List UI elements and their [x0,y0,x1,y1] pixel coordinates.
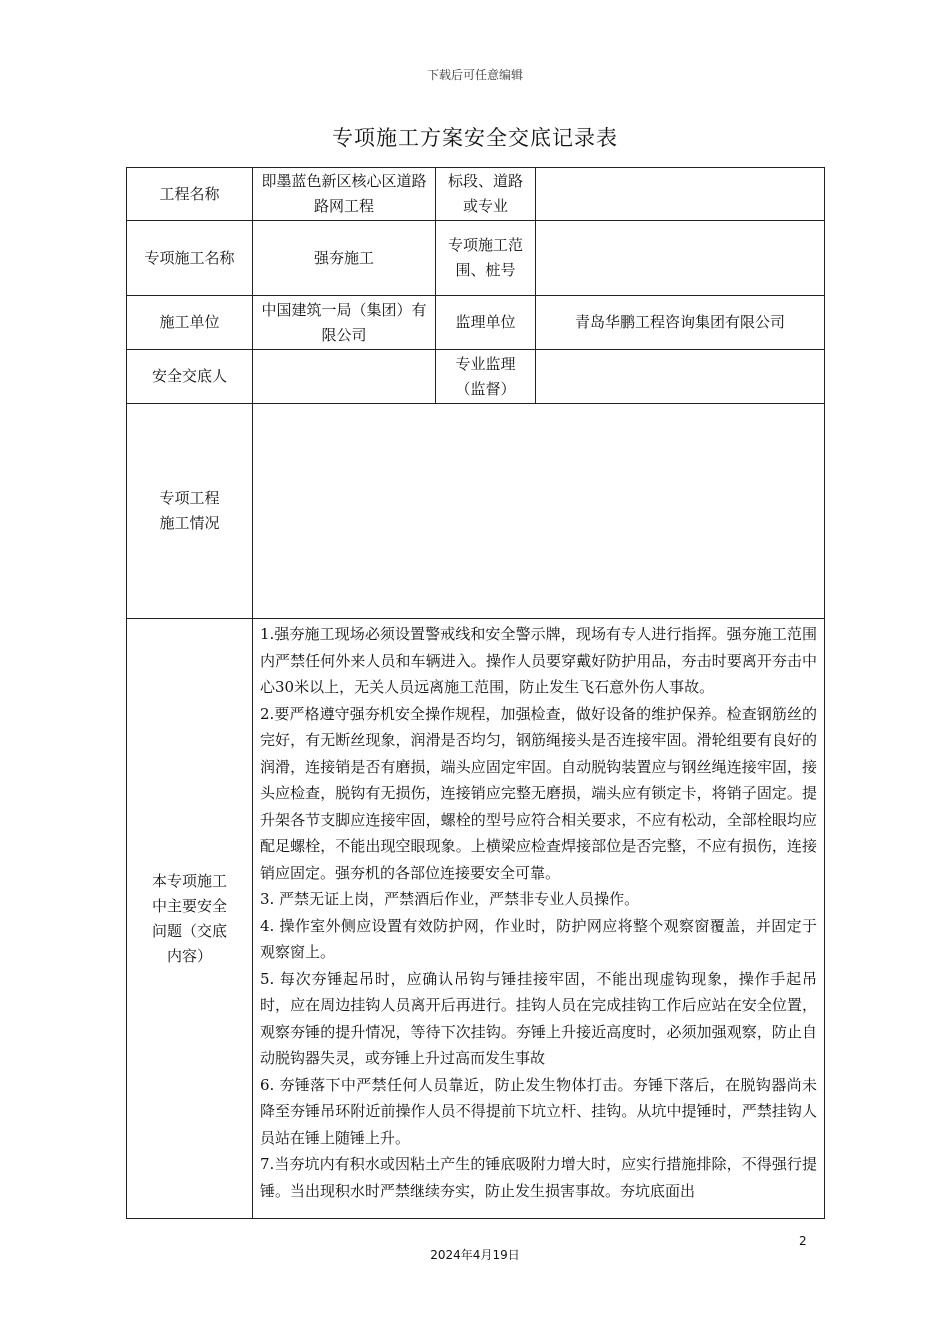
safety-briefer-value [253,350,436,404]
special-construction-name-label: 专项施工名称 [127,221,253,296]
project-name-value: 即墨蓝色新区核心区道路路网工程 [253,168,436,221]
table-row [127,221,825,296]
table-row [127,296,825,350]
safety-item: 2.要严格遵守强夯机安全操作规程，加强检查，做好设备的维护保养。检查钢筋丝的完好，有无断丝现象，润滑是否均匀，钢筋绳接头是否连接牢固。滑轮组要有良好的润滑，连接销是否有磨损，端头应固定牢固。自动脱钩装置应与钢丝绳连接牢固，接头应检查，脱钩有无损伤，连接销应完整无磨损，端头应有锁定卡，将销子固定。提升架各节支脚应连接牢固，螺栓的型号应符合相关要求，不应有松动，全部栓眼均应配足螺栓，不能出现空眼现象。上横梁应检查焊接部位是否完整，不应有损伤，连接销应固定。强夯机的各部位连接要安全可靠。 [260,704,817,882]
construction-status-label: 专项工程施工情况 [127,404,253,619]
section-value [536,168,825,221]
safety-item: 6. 夯锤落下中严禁任何人员靠近，防止发生物体打击。夯锤下落后，在脱钩器尚未降至夯锤吊环附近前操作人员不得提前下坑立杆、挂钩。从坑中提锤时，严禁挂钩人员站在锤上随锤上升。 [260,1075,817,1147]
header-note: 下载后可任意编辑 [426,68,523,82]
footer-date: 2024年4月19日 [430,1248,520,1262]
safety-item: 3. 严禁无证上岗，严禁酒后作业，严禁非专业人员操作。 [260,890,640,908]
construction-range-label: 专项施工范围、桩号 [436,221,536,296]
safety-item: 5. 每次夯锤起吊时，应确认吊钩与锤挂接牢固，不能出现虚钩现象，操作手起吊时，应在周边挂钩人员离开后再进行。挂钩人员在完成挂钩工作后应站在安全位置，观察夯锤的提升情况，等待下次挂钩。夯锤上升接近高度时，必须加强观察，防止自动脱钩器失灵，或夯锤上升过高而发生事故 [260,969,817,1067]
table-row [127,168,825,221]
page-number: 2 [799,1234,807,1248]
table-row [127,350,825,404]
supervisor-unit-label: 监理单位 [436,296,536,350]
construction-range-value [536,221,825,296]
contractor-label: 施工单位 [127,296,253,350]
safety-issues-content [253,619,825,1219]
professional-supervisor-value [536,350,825,404]
safety-item: 4. 操作室外侧应设置有效防护网，作业时，防护网应将整个观察窗覆盖，并固定于观察窗上。 [260,916,817,961]
page-title: 专项施工方案安全交底记录表 [332,126,618,150]
contractor-value: 中国建筑一局（集团）有限公司 [253,296,436,350]
record-table [126,167,825,1219]
safety-issues-label: 本专项施工中主要安全问题（交底内容） [127,619,253,1219]
section-label: 标段、道路或专业 [436,168,536,221]
safety-item: 1.强夯施工现场必须设置警戒线和安全警示牌，现场有专人进行指挥。强夯施工范围内严禁任何外来人员和车辆进入。操作人员要穿戴好防护用品，夯击时要离开夯击中心30米以上，无关人员远离施工范围，防止发生飞石意外伤人事故。 [260,625,817,696]
supervisor-unit-value: 青岛华鹏工程咨询集团有限公司 [536,296,825,350]
table-row [127,619,825,1219]
safety-item: 7.当夯坑内有积水或因粘土产生的锤底吸附力增大时，应实行措施排除，不得强行提锤。当出现积水时严禁继续夯实，防止发生损害事故。夯坑底面出 [260,1155,817,1200]
construction-status-value [253,404,825,619]
table-row [127,404,825,619]
project-name-label: 工程名称 [127,168,253,221]
special-construction-name-value: 强夯施工 [253,221,436,296]
professional-supervisor-label: 专业监理（监督） [436,350,536,404]
safety-briefer-label: 安全交底人 [127,350,253,404]
